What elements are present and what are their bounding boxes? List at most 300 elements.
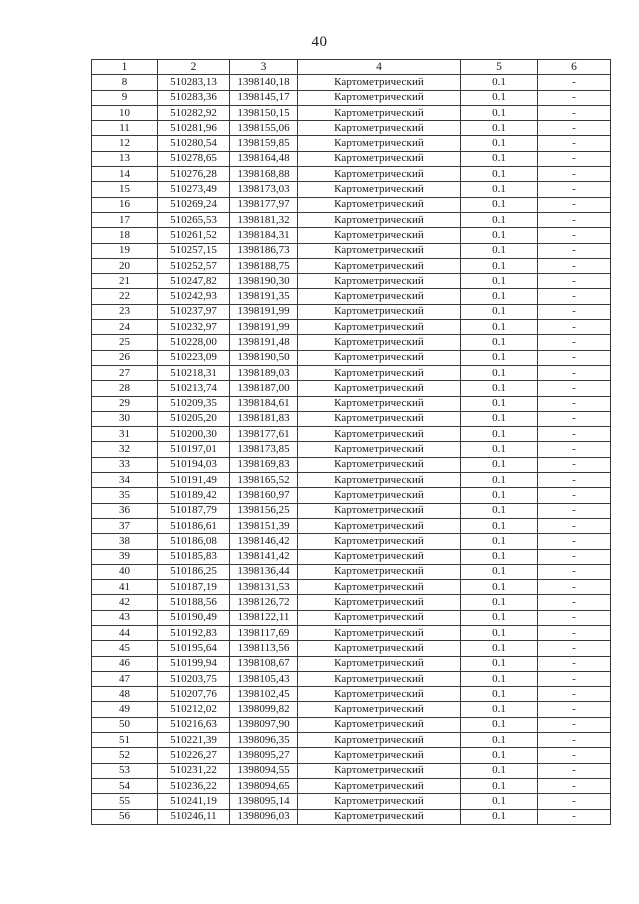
point-number-cell: 48	[92, 687, 158, 702]
accuracy-cell: 0.1	[461, 671, 538, 686]
note-cell: -	[538, 442, 611, 457]
accuracy-cell: 0.1	[461, 610, 538, 625]
method-cell: Картометрический	[298, 121, 461, 136]
y-coordinate-cell: 1398177,61	[230, 427, 298, 442]
accuracy-cell: 0.1	[461, 457, 538, 472]
y-coordinate-cell: 1398105,43	[230, 671, 298, 686]
point-number-cell: 32	[92, 442, 158, 457]
y-coordinate-cell: 1398141,42	[230, 549, 298, 564]
table-row	[92, 457, 611, 472]
y-coordinate-cell: 1398191,48	[230, 335, 298, 350]
point-number-cell: 27	[92, 365, 158, 380]
table-header-row	[92, 60, 611, 75]
point-number-cell: 35	[92, 488, 158, 503]
table-row	[92, 121, 611, 136]
accuracy-cell: 0.1	[461, 258, 538, 273]
y-coordinate-cell: 1398191,99	[230, 304, 298, 319]
method-cell: Картометрический	[298, 534, 461, 549]
note-cell: -	[538, 595, 611, 610]
table-body	[92, 75, 611, 825]
table-row	[92, 748, 611, 763]
accuracy-cell: 0.1	[461, 580, 538, 595]
x-coordinate-cell: 510199,94	[158, 656, 230, 671]
note-cell: -	[538, 167, 611, 182]
accuracy-cell: 0.1	[461, 564, 538, 579]
accuracy-cell: 0.1	[461, 90, 538, 105]
table-row	[92, 335, 611, 350]
note-cell: -	[538, 717, 611, 732]
x-coordinate-cell: 510213,74	[158, 381, 230, 396]
accuracy-cell: 0.1	[461, 503, 538, 518]
note-cell: -	[538, 733, 611, 748]
x-coordinate-cell: 510192,83	[158, 625, 230, 640]
accuracy-cell: 0.1	[461, 809, 538, 824]
method-cell: Картометрический	[298, 473, 461, 488]
method-cell: Картометрический	[298, 320, 461, 335]
accuracy-cell: 0.1	[461, 442, 538, 457]
note-cell: -	[538, 75, 611, 90]
y-coordinate-cell: 1398190,50	[230, 350, 298, 365]
column-header: 4	[298, 60, 461, 75]
x-coordinate-cell: 510276,28	[158, 167, 230, 182]
note-cell: -	[538, 534, 611, 549]
accuracy-cell: 0.1	[461, 151, 538, 166]
method-cell: Картометрический	[298, 488, 461, 503]
column-header: 3	[230, 60, 298, 75]
point-number-cell: 37	[92, 518, 158, 533]
x-coordinate-cell: 510237,97	[158, 304, 230, 319]
y-coordinate-cell: 1398173,85	[230, 442, 298, 457]
point-number-cell: 23	[92, 304, 158, 319]
column-header: 5	[461, 60, 538, 75]
point-number-cell: 45	[92, 641, 158, 656]
table-row	[92, 610, 611, 625]
method-cell: Картометрический	[298, 90, 461, 105]
accuracy-cell: 0.1	[461, 365, 538, 380]
note-cell: -	[538, 778, 611, 793]
method-cell: Картометрический	[298, 748, 461, 763]
accuracy-cell: 0.1	[461, 304, 538, 319]
table-row	[92, 625, 611, 640]
accuracy-cell: 0.1	[461, 702, 538, 717]
x-coordinate-cell: 510281,96	[158, 121, 230, 136]
table-row	[92, 228, 611, 243]
point-number-cell: 20	[92, 258, 158, 273]
coordinates-table	[91, 59, 611, 825]
point-number-cell: 34	[92, 473, 158, 488]
y-coordinate-cell: 1398140,18	[230, 75, 298, 90]
accuracy-cell: 0.1	[461, 320, 538, 335]
method-cell: Картометрический	[298, 136, 461, 151]
point-number-cell: 39	[92, 549, 158, 564]
table-row	[92, 427, 611, 442]
note-cell: -	[538, 641, 611, 656]
x-coordinate-cell: 510283,36	[158, 90, 230, 105]
y-coordinate-cell: 1398184,31	[230, 228, 298, 243]
note-cell: -	[538, 228, 611, 243]
point-number-cell: 29	[92, 396, 158, 411]
point-number-cell: 17	[92, 212, 158, 227]
note-cell: -	[538, 656, 611, 671]
note-cell: -	[538, 320, 611, 335]
y-coordinate-cell: 1398117,69	[230, 625, 298, 640]
y-coordinate-cell: 1398096,35	[230, 733, 298, 748]
accuracy-cell: 0.1	[461, 228, 538, 243]
x-coordinate-cell: 510273,49	[158, 182, 230, 197]
method-cell: Картометрический	[298, 274, 461, 289]
x-coordinate-cell: 510200,30	[158, 427, 230, 442]
y-coordinate-cell: 1398136,44	[230, 564, 298, 579]
y-coordinate-cell: 1398155,06	[230, 121, 298, 136]
method-cell: Картометрический	[298, 182, 461, 197]
y-coordinate-cell: 1398146,42	[230, 534, 298, 549]
method-cell: Картометрический	[298, 243, 461, 258]
x-coordinate-cell: 510228,00	[158, 335, 230, 350]
note-cell: -	[538, 289, 611, 304]
note-cell: -	[538, 396, 611, 411]
y-coordinate-cell: 1398188,75	[230, 258, 298, 273]
table-row	[92, 75, 611, 90]
x-coordinate-cell: 510203,75	[158, 671, 230, 686]
accuracy-cell: 0.1	[461, 243, 538, 258]
accuracy-cell: 0.1	[461, 121, 538, 136]
point-number-cell: 21	[92, 274, 158, 289]
table-row	[92, 212, 611, 227]
x-coordinate-cell: 510282,92	[158, 105, 230, 120]
method-cell: Картометрический	[298, 396, 461, 411]
method-cell: Картометрический	[298, 702, 461, 717]
x-coordinate-cell: 510283,13	[158, 75, 230, 90]
x-coordinate-cell: 510231,22	[158, 763, 230, 778]
method-cell: Картометрический	[298, 595, 461, 610]
method-cell: Картометрический	[298, 258, 461, 273]
method-cell: Картометрический	[298, 778, 461, 793]
point-number-cell: 51	[92, 733, 158, 748]
point-number-cell: 25	[92, 335, 158, 350]
y-coordinate-cell: 1398095,14	[230, 794, 298, 809]
column-header: 1	[92, 60, 158, 75]
table-row	[92, 656, 611, 671]
table-row	[92, 365, 611, 380]
note-cell: -	[538, 625, 611, 640]
accuracy-cell: 0.1	[461, 595, 538, 610]
method-cell: Картометрический	[298, 167, 461, 182]
accuracy-cell: 0.1	[461, 75, 538, 90]
x-coordinate-cell: 510212,02	[158, 702, 230, 717]
accuracy-cell: 0.1	[461, 534, 538, 549]
note-cell: -	[538, 457, 611, 472]
y-coordinate-cell: 1398160,97	[230, 488, 298, 503]
method-cell: Картометрический	[298, 671, 461, 686]
x-coordinate-cell: 510186,61	[158, 518, 230, 533]
x-coordinate-cell: 510194,03	[158, 457, 230, 472]
note-cell: -	[538, 503, 611, 518]
table-row	[92, 182, 611, 197]
x-coordinate-cell: 510223,09	[158, 350, 230, 365]
table-row	[92, 702, 611, 717]
point-number-cell: 15	[92, 182, 158, 197]
accuracy-cell: 0.1	[461, 687, 538, 702]
point-number-cell: 40	[92, 564, 158, 579]
method-cell: Картометрический	[298, 381, 461, 396]
table-row	[92, 320, 611, 335]
point-number-cell: 31	[92, 427, 158, 442]
x-coordinate-cell: 510186,08	[158, 534, 230, 549]
table-row	[92, 687, 611, 702]
table-row	[92, 518, 611, 533]
column-header: 6	[538, 60, 611, 75]
y-coordinate-cell: 1398189,03	[230, 365, 298, 380]
note-cell: -	[538, 304, 611, 319]
y-coordinate-cell: 1398156,25	[230, 503, 298, 518]
point-number-cell: 26	[92, 350, 158, 365]
method-cell: Картометрический	[298, 304, 461, 319]
note-cell: -	[538, 90, 611, 105]
point-number-cell: 53	[92, 763, 158, 778]
y-coordinate-cell: 1398184,61	[230, 396, 298, 411]
method-cell: Картометрический	[298, 197, 461, 212]
point-number-cell: 38	[92, 534, 158, 549]
point-number-cell: 9	[92, 90, 158, 105]
point-number-cell: 49	[92, 702, 158, 717]
note-cell: -	[538, 488, 611, 503]
note-cell: -	[538, 243, 611, 258]
accuracy-cell: 0.1	[461, 396, 538, 411]
note-cell: -	[538, 136, 611, 151]
x-coordinate-cell: 510185,83	[158, 549, 230, 564]
y-coordinate-cell: 1398181,83	[230, 411, 298, 426]
note-cell: -	[538, 151, 611, 166]
table-row	[92, 503, 611, 518]
note-cell: -	[538, 350, 611, 365]
y-coordinate-cell: 1398191,35	[230, 289, 298, 304]
table-row	[92, 197, 611, 212]
note-cell: -	[538, 365, 611, 380]
table-row	[92, 641, 611, 656]
x-coordinate-cell: 510257,15	[158, 243, 230, 258]
table-row	[92, 136, 611, 151]
y-coordinate-cell: 1398190,30	[230, 274, 298, 289]
method-cell: Картометрический	[298, 641, 461, 656]
method-cell: Картометрический	[298, 105, 461, 120]
table-row	[92, 595, 611, 610]
method-cell: Картометрический	[298, 75, 461, 90]
column-header: 2	[158, 60, 230, 75]
note-cell: -	[538, 411, 611, 426]
table-row	[92, 151, 611, 166]
x-coordinate-cell: 510269,24	[158, 197, 230, 212]
x-coordinate-cell: 510278,65	[158, 151, 230, 166]
table-row	[92, 580, 611, 595]
table-row	[92, 289, 611, 304]
note-cell: -	[538, 687, 611, 702]
x-coordinate-cell: 510195,64	[158, 641, 230, 656]
x-coordinate-cell: 510265,53	[158, 212, 230, 227]
table-row	[92, 411, 611, 426]
x-coordinate-cell: 510241,19	[158, 794, 230, 809]
y-coordinate-cell: 1398131,53	[230, 580, 298, 595]
x-coordinate-cell: 510209,35	[158, 396, 230, 411]
note-cell: -	[538, 763, 611, 778]
method-cell: Картометрический	[298, 809, 461, 824]
point-number-cell: 18	[92, 228, 158, 243]
note-cell: -	[538, 212, 611, 227]
method-cell: Картометрический	[298, 228, 461, 243]
table-row	[92, 763, 611, 778]
table-row	[92, 381, 611, 396]
x-coordinate-cell: 510252,57	[158, 258, 230, 273]
x-coordinate-cell: 510187,19	[158, 580, 230, 595]
table-row	[92, 473, 611, 488]
table-row	[92, 167, 611, 182]
accuracy-cell: 0.1	[461, 641, 538, 656]
table-row	[92, 258, 611, 273]
point-number-cell: 14	[92, 167, 158, 182]
point-number-cell: 8	[92, 75, 158, 90]
x-coordinate-cell: 510218,31	[158, 365, 230, 380]
method-cell: Картометрический	[298, 625, 461, 640]
accuracy-cell: 0.1	[461, 518, 538, 533]
point-number-cell: 10	[92, 105, 158, 120]
y-coordinate-cell: 1398094,55	[230, 763, 298, 778]
point-number-cell: 41	[92, 580, 158, 595]
method-cell: Картометрический	[298, 580, 461, 595]
table-row	[92, 778, 611, 793]
method-cell: Картометрический	[298, 518, 461, 533]
x-coordinate-cell: 510190,49	[158, 610, 230, 625]
point-number-cell: 28	[92, 381, 158, 396]
y-coordinate-cell: 1398191,99	[230, 320, 298, 335]
note-cell: -	[538, 121, 611, 136]
table-row	[92, 243, 611, 258]
method-cell: Картометрический	[298, 549, 461, 564]
accuracy-cell: 0.1	[461, 427, 538, 442]
point-number-cell: 30	[92, 411, 158, 426]
method-cell: Картометрический	[298, 610, 461, 625]
y-coordinate-cell: 1398145,17	[230, 90, 298, 105]
table-row	[92, 442, 611, 457]
x-coordinate-cell: 510280,54	[158, 136, 230, 151]
table-row	[92, 671, 611, 686]
x-coordinate-cell: 510221,39	[158, 733, 230, 748]
x-coordinate-cell: 510188,56	[158, 595, 230, 610]
x-coordinate-cell: 510236,22	[158, 778, 230, 793]
note-cell: -	[538, 610, 611, 625]
accuracy-cell: 0.1	[461, 182, 538, 197]
y-coordinate-cell: 1398096,03	[230, 809, 298, 824]
accuracy-cell: 0.1	[461, 289, 538, 304]
accuracy-cell: 0.1	[461, 197, 538, 212]
x-coordinate-cell: 510232,97	[158, 320, 230, 335]
y-coordinate-cell: 1398094,65	[230, 778, 298, 793]
accuracy-cell: 0.1	[461, 733, 538, 748]
note-cell: -	[538, 702, 611, 717]
accuracy-cell: 0.1	[461, 748, 538, 763]
accuracy-cell: 0.1	[461, 778, 538, 793]
y-coordinate-cell: 1398122,11	[230, 610, 298, 625]
accuracy-cell: 0.1	[461, 167, 538, 182]
table-row	[92, 350, 611, 365]
method-cell: Картометрический	[298, 794, 461, 809]
y-coordinate-cell: 1398169,83	[230, 457, 298, 472]
note-cell: -	[538, 564, 611, 579]
y-coordinate-cell: 1398181,32	[230, 212, 298, 227]
accuracy-cell: 0.1	[461, 136, 538, 151]
note-cell: -	[538, 427, 611, 442]
note-cell: -	[538, 518, 611, 533]
y-coordinate-cell: 1398099,82	[230, 702, 298, 717]
x-coordinate-cell: 510247,82	[158, 274, 230, 289]
x-coordinate-cell: 510187,79	[158, 503, 230, 518]
point-number-cell: 36	[92, 503, 158, 518]
accuracy-cell: 0.1	[461, 625, 538, 640]
note-cell: -	[538, 580, 611, 595]
x-coordinate-cell: 510226,27	[158, 748, 230, 763]
x-coordinate-cell: 510246,11	[158, 809, 230, 824]
x-coordinate-cell: 510242,93	[158, 289, 230, 304]
method-cell: Картометрический	[298, 411, 461, 426]
accuracy-cell: 0.1	[461, 717, 538, 732]
accuracy-cell: 0.1	[461, 274, 538, 289]
point-number-cell: 12	[92, 136, 158, 151]
accuracy-cell: 0.1	[461, 473, 538, 488]
point-number-cell: 16	[92, 197, 158, 212]
y-coordinate-cell: 1398165,52	[230, 473, 298, 488]
method-cell: Картометрический	[298, 564, 461, 579]
point-number-cell: 11	[92, 121, 158, 136]
note-cell: -	[538, 258, 611, 273]
point-number-cell: 54	[92, 778, 158, 793]
method-cell: Картометрический	[298, 427, 461, 442]
y-coordinate-cell: 1398177,97	[230, 197, 298, 212]
y-coordinate-cell: 1398097,90	[230, 717, 298, 732]
accuracy-cell: 0.1	[461, 411, 538, 426]
method-cell: Картометрический	[298, 457, 461, 472]
note-cell: -	[538, 197, 611, 212]
y-coordinate-cell: 1398095,27	[230, 748, 298, 763]
y-coordinate-cell: 1398168,88	[230, 167, 298, 182]
y-coordinate-cell: 1398108,67	[230, 656, 298, 671]
table-row	[92, 534, 611, 549]
table-row	[92, 717, 611, 732]
table-row	[92, 794, 611, 809]
table-row	[92, 809, 611, 824]
note-cell: -	[538, 794, 611, 809]
table-row	[92, 733, 611, 748]
x-coordinate-cell: 510197,01	[158, 442, 230, 457]
y-coordinate-cell: 1398102,45	[230, 687, 298, 702]
table-row	[92, 488, 611, 503]
method-cell: Картометрический	[298, 656, 461, 671]
note-cell: -	[538, 381, 611, 396]
method-cell: Картометрический	[298, 335, 461, 350]
accuracy-cell: 0.1	[461, 335, 538, 350]
method-cell: Картометрический	[298, 687, 461, 702]
method-cell: Картометрический	[298, 365, 461, 380]
accuracy-cell: 0.1	[461, 656, 538, 671]
y-coordinate-cell: 1398187,00	[230, 381, 298, 396]
table-row	[92, 274, 611, 289]
accuracy-cell: 0.1	[461, 794, 538, 809]
method-cell: Картометрический	[298, 503, 461, 518]
note-cell: -	[538, 549, 611, 564]
method-cell: Картометрический	[298, 717, 461, 732]
note-cell: -	[538, 274, 611, 289]
point-number-cell: 22	[92, 289, 158, 304]
x-coordinate-cell: 510205,20	[158, 411, 230, 426]
method-cell: Картометрический	[298, 289, 461, 304]
point-number-cell: 43	[92, 610, 158, 625]
